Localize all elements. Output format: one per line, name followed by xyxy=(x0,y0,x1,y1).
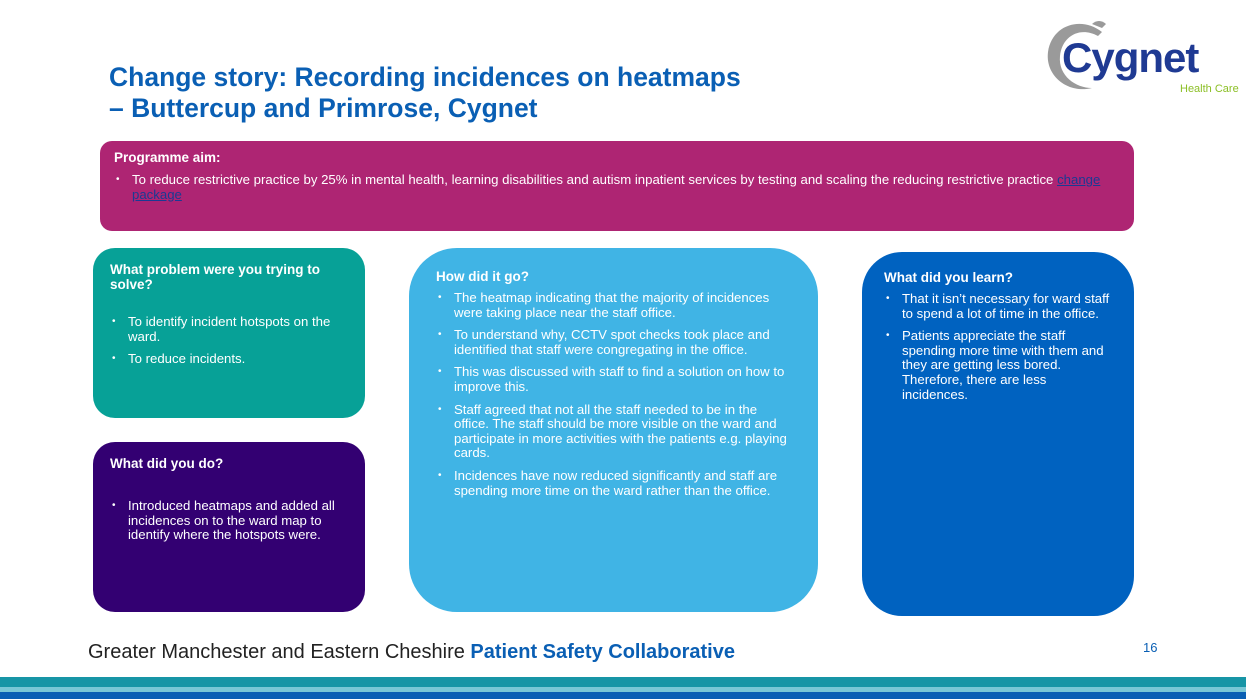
footer-stripe xyxy=(0,692,1246,699)
howgo-item: • Staff agreed that not all the staff needed to be in the office. The staff should be more visible on the ward and participate in more activities with the patients e.g. playing cards. xyxy=(436,403,791,461)
title-line-2: – Buttercup and Primrose, Cygnet xyxy=(109,93,538,123)
title-line-1: Change story: Recording incidences on heatmaps xyxy=(109,62,741,92)
page-number: 16 xyxy=(1143,640,1158,655)
did-heading: What did you do? xyxy=(110,456,224,471)
footer-text: Greater Manchester and Eastern Cheshire xyxy=(88,641,471,663)
slide-title xyxy=(109,62,1009,124)
howgo-item: • The heatmap indicating that the majority of incidences were taking place near the staff office. xyxy=(436,291,791,320)
learn-heading: What did you learn? xyxy=(884,270,1014,285)
footer-stripe xyxy=(0,677,1246,687)
cygnet-logo xyxy=(1040,14,1239,100)
did-item: • Introduced heatmaps and added all incidences on to the ward map to identify where the hotspots were. xyxy=(110,499,348,543)
learn-item: • That it isn’t necessary for ward staff to spend a lot of time in the office. xyxy=(884,292,1112,321)
problem-item: • To reduce incidents. xyxy=(110,352,348,367)
svg-text:Cygnet: Cygnet xyxy=(1062,34,1199,81)
aim-item: • To reduce restrictive practice by 25% in mental health, learning disabilities and autism inpatient services by testing and scaling the reducing restrictive practice change package xyxy=(114,173,1120,202)
change-package-link[interactable]: change package xyxy=(132,172,1101,202)
what-did-you-learn-box xyxy=(862,252,1134,616)
svg-text:Health Care: Health Care xyxy=(1180,83,1239,95)
problem-box xyxy=(93,248,365,418)
how-did-it-go-box xyxy=(409,248,818,612)
problem-heading: What problem were you trying to solve? xyxy=(110,262,321,292)
howgo-item: • This was discussed with staff to find a solution on how to improve this. xyxy=(436,365,791,394)
aim-heading: Programme aim: xyxy=(114,150,221,165)
howgo-item: • Incidences have now reduced significantly and staff are spending more time on the ward rather than the office. xyxy=(436,469,791,498)
howgo-heading: How did it go? xyxy=(436,269,529,284)
programme-aim-box xyxy=(100,141,1134,231)
learn-item: • Patients appreciate the staff spending more time with them and they are getting less bored. Therefore, there are less incidences. xyxy=(884,329,1112,402)
problem-item: • To identify incident hotspots on the ward. xyxy=(110,315,348,344)
what-did-you-do-box xyxy=(93,442,365,612)
howgo-item: • To understand why, CCTV spot checks took place and identified that staff were congregating in the office. xyxy=(436,328,791,357)
footer-strong: Patient Safety Collaborative xyxy=(470,641,735,663)
footer xyxy=(88,641,735,664)
